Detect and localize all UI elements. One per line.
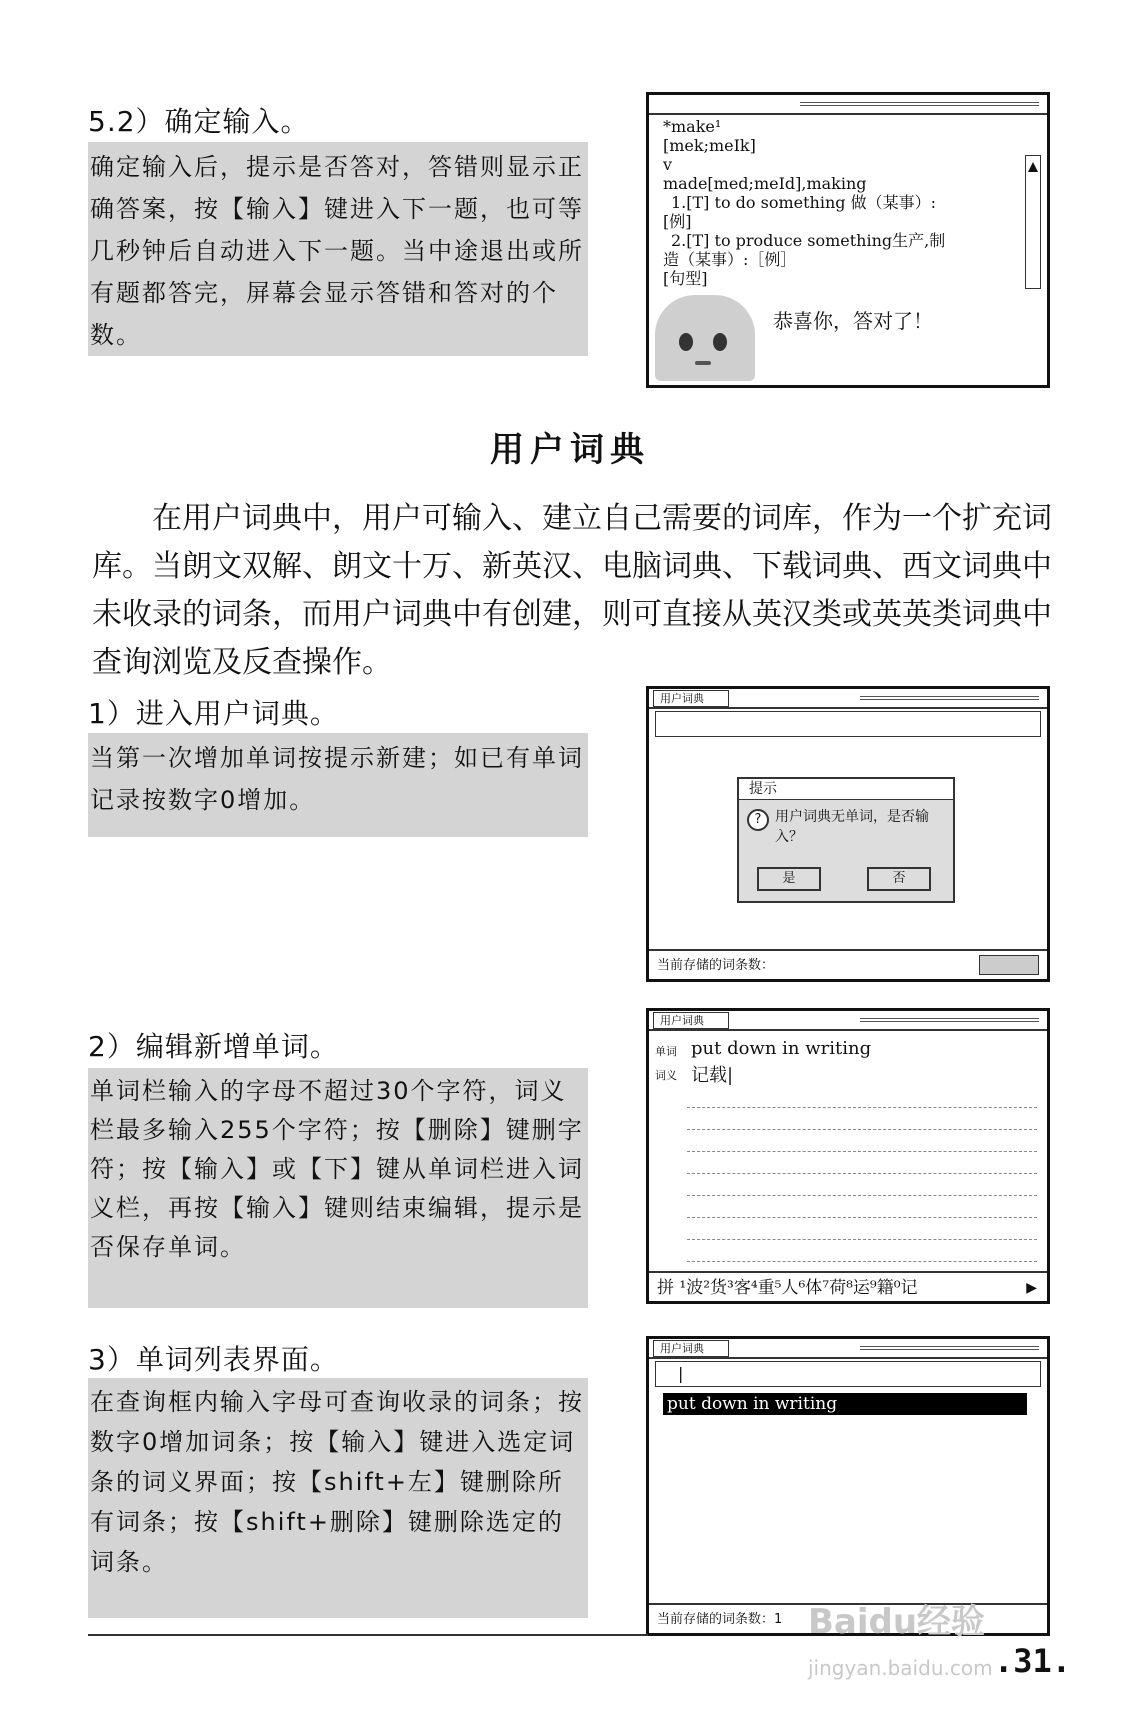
word-label: 单词 xyxy=(655,1045,677,1058)
prompt-dialog xyxy=(737,777,955,903)
word-list-screen xyxy=(646,1336,1050,1636)
list-item-selected[interactable]: put down in writing xyxy=(663,1393,1027,1415)
entry-pos: v xyxy=(663,155,673,174)
quiz-screen xyxy=(646,92,1050,388)
question-icon: ? xyxy=(747,809,769,831)
watermark-url: jingyan.baidu.com xyxy=(808,1656,993,1680)
section-5-2-text: 确定输入后，提示是否答对，答错则显示正确答案，按【输入】键进入下一题，也可等几秒钟后自动进入下一题。当中途退出或所有题都答完，屏幕会显示答错和答对的个数。 xyxy=(88,142,588,356)
no-button[interactable]: 否 xyxy=(867,867,931,891)
tab-user-dict[interactable]: 用户词典 xyxy=(653,1340,729,1357)
entry-pattern: [句型] xyxy=(663,269,708,288)
entry-sense-1: 1.[T] to do something 做（某事）: xyxy=(671,193,936,212)
title-bar xyxy=(649,1339,1047,1359)
entry-forms: made[med;meId],making xyxy=(663,174,867,193)
edit-word-screen xyxy=(646,1008,1050,1304)
step-3-heading: 3）单词列表界面。 xyxy=(88,1343,339,1376)
meaning-field[interactable] xyxy=(691,1061,733,1087)
scrollbar[interactable] xyxy=(1025,155,1041,289)
dialog-message: 用户词典无单词，是否输入？ xyxy=(775,809,929,845)
entry-text xyxy=(663,117,1003,288)
search-input[interactable] xyxy=(655,1361,1041,1387)
ime-candidates: 拼 ¹波²货³客⁴重⁵人⁶体⁷荷⁸运⁹籍⁰记 xyxy=(657,1278,918,1298)
yes-button[interactable]: 是 xyxy=(757,867,821,891)
ime-bar[interactable] xyxy=(649,1271,1047,1301)
meaning-text: 记载 xyxy=(691,1065,727,1086)
step-3-text: 在查询框内输入字母可查询收录的词条；按数字0增加词条；按【输入】键进入选定词条的词义界面；按【shift+左】键删除所有词条；按【shift+删除】键删除选定的词条。 xyxy=(88,1378,588,1618)
footer-rule xyxy=(88,1634,648,1636)
next-page-arrow-icon[interactable]: ▶ xyxy=(1026,1280,1037,1296)
title-bar xyxy=(649,689,1047,709)
entry-headword: *make¹ xyxy=(663,117,722,136)
intro-paragraph: 在用户词典中，用户可输入、建立自己需要的词库，作为一个扩充词库。当朗文双解、朗文十万、新英汉、电脑词典、下载词典、西文词典中未收录的词条，而用户词典中有创建，则可直接从英汉类或英英类词典中查询浏览及反查操作。 xyxy=(92,501,1052,680)
text-cursor: | xyxy=(727,1065,734,1086)
entry-phonetic: [mek;meIk] xyxy=(663,136,756,155)
entry-example-1: [例] xyxy=(663,212,692,231)
entry-sense-2: 2.[T] to produce something生产,制 xyxy=(671,231,946,250)
step-1-text: 当第一次增加单词按提示新建；如已有单词记录按数字0增加。 xyxy=(88,733,588,837)
status-bar xyxy=(649,949,1047,979)
tab-user-dict[interactable]: 用户词典 xyxy=(653,1012,729,1029)
step-2-heading: 2）编辑新增单词。 xyxy=(88,1030,339,1063)
entry-example-2: 造（某事）:［例］ xyxy=(663,250,797,269)
step-2-text: 单词栏输入的字母不超过30个字符，词义栏最多输入255个字符；按【删除】键删字符；按【输入】或【下】键从单词栏进入词义栏，再按【输入】键则结束编辑，提示是否保存单词。 xyxy=(88,1068,588,1308)
search-field[interactable] xyxy=(655,711,1041,737)
text-cursor: | xyxy=(678,1364,684,1383)
title-bar xyxy=(649,95,1047,115)
status-button[interactable] xyxy=(979,955,1039,975)
tab-user-dict[interactable]: 用户词典 xyxy=(653,690,729,707)
result-message: 恭喜你，答对了！ xyxy=(773,309,933,333)
meaning-label: 词义 xyxy=(655,1069,677,1082)
status-text: 当前存储的词条数：1 xyxy=(657,1612,783,1627)
baidu-watermark-logo: Baidu经验 xyxy=(808,1602,986,1642)
dialog-title: 提示 xyxy=(739,779,953,800)
page-title: 用户词典 xyxy=(490,430,650,470)
mascot-image xyxy=(655,295,755,381)
page-number: .31. xyxy=(994,1642,1072,1680)
status-text: 当前存储的词条数： xyxy=(657,958,775,973)
section-heading-5-2: 5.2）确定输入。 xyxy=(88,105,310,138)
word-field[interactable]: put down in writing xyxy=(691,1038,872,1059)
user-dict-empty-screen xyxy=(646,686,1050,982)
step-1-heading: 1）进入用户词典。 xyxy=(88,697,339,730)
title-bar xyxy=(649,1011,1047,1031)
